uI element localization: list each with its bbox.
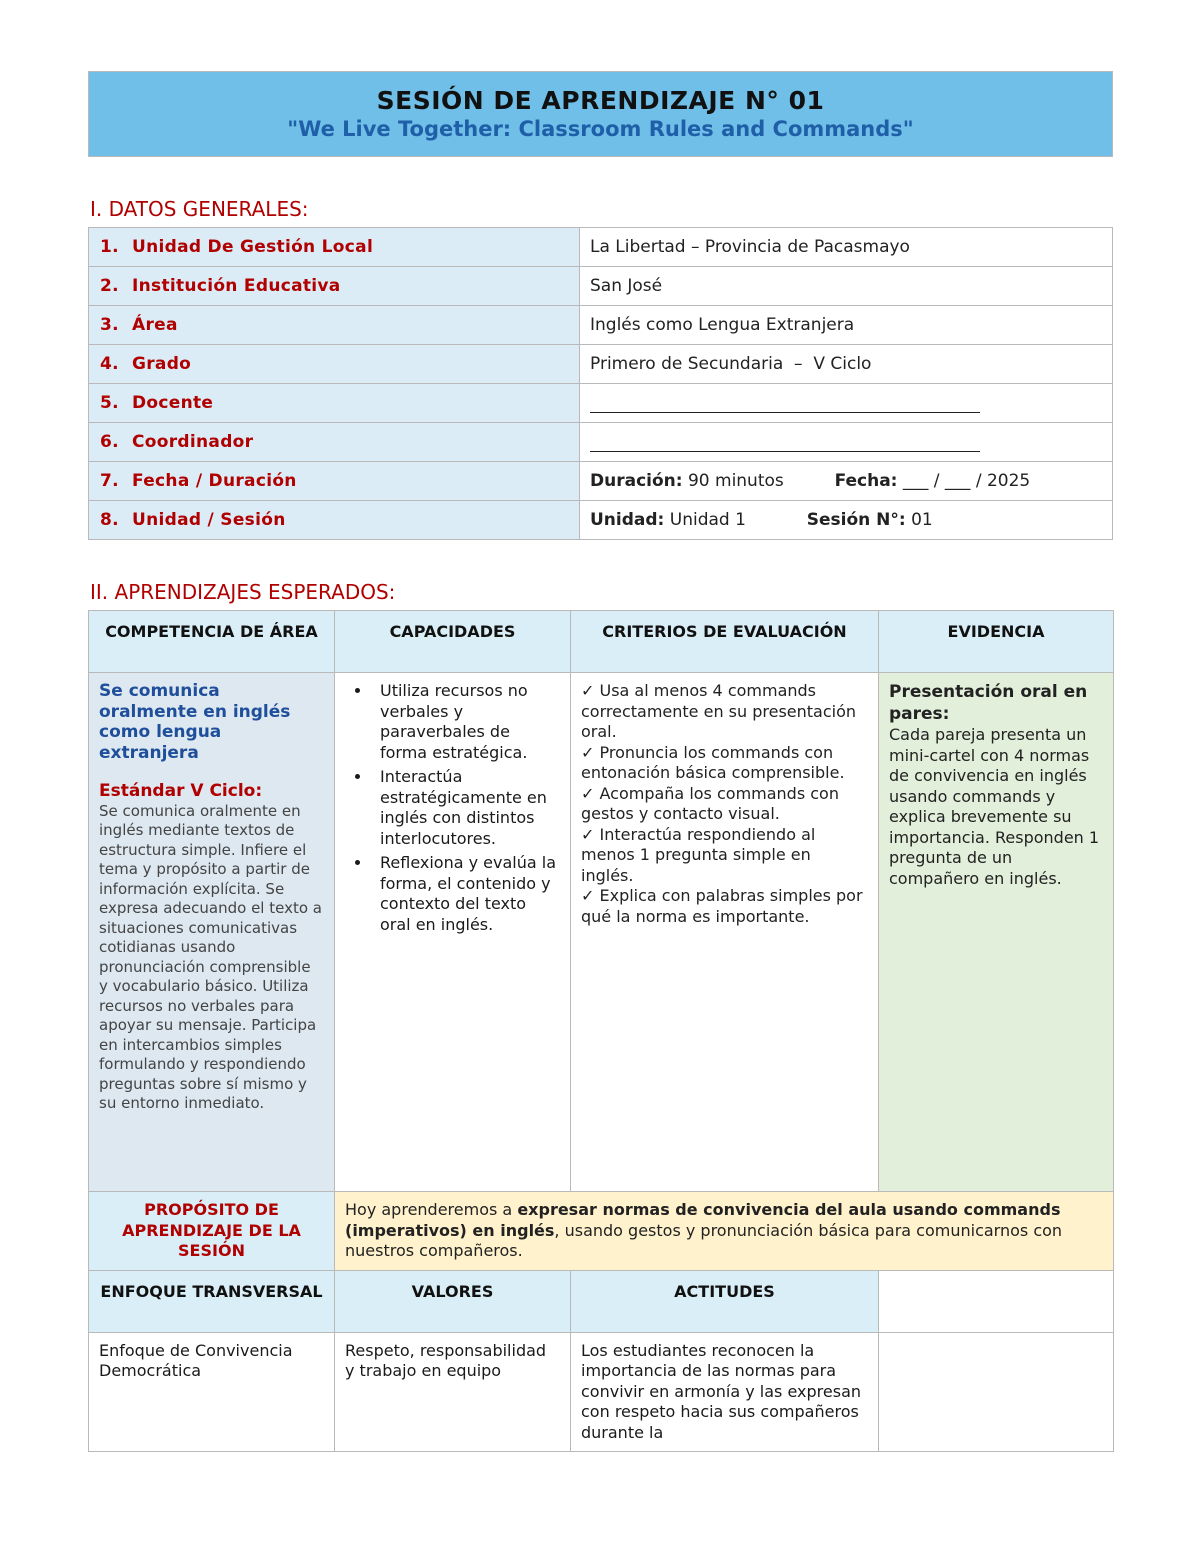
empty-header-cell xyxy=(879,1270,1114,1332)
fecha-value: ___ / ___ / 2025 xyxy=(902,471,1031,491)
column-header: CRITERIOS DE EVALUACIÓN xyxy=(571,611,879,673)
enfoque-header-row xyxy=(89,1270,1114,1332)
competencia-cell xyxy=(89,673,335,1192)
session-title: SESIÓN DE APRENDIZAJE N° 01 xyxy=(376,86,825,115)
row-label-text: Institución Educativa xyxy=(132,276,341,296)
coordinador-blank-line[interactable] xyxy=(580,423,1113,462)
unidad-value: Unidad 1 xyxy=(669,510,746,530)
column-header: CAPACIDADES xyxy=(335,611,571,673)
empty-cell xyxy=(879,1332,1114,1452)
proposito-text xyxy=(335,1192,1114,1271)
row-label xyxy=(89,228,580,267)
row-label xyxy=(89,345,580,384)
row-label xyxy=(89,306,580,345)
row-label xyxy=(89,462,580,501)
estandar-label: Estándar V Ciclo: xyxy=(99,781,263,801)
duracion-label: Duración: xyxy=(590,471,683,491)
table-row xyxy=(89,384,1113,423)
row-number: 3. xyxy=(100,315,119,335)
fecha-label: Fecha: xyxy=(834,471,898,491)
evidencia-text: Cada pareja presenta un mini-cartel con 4 normas de convivencia en inglés usando commands y explica brevemente su importancia. Responden 1 pregunta de un compañero en inglés. xyxy=(889,725,1100,888)
table-row xyxy=(89,228,1113,267)
duracion-value: 90 minutos xyxy=(687,471,784,491)
row-value xyxy=(580,462,1113,501)
row-label-text: Unidad De Gestión Local xyxy=(132,237,374,257)
session-subtitle: "We Live Together: Classroom Rules and Commands" xyxy=(287,117,914,141)
row-label xyxy=(89,423,580,462)
table-row xyxy=(89,423,1113,462)
proposito-row xyxy=(89,1192,1114,1271)
table-row xyxy=(89,1332,1114,1452)
document-page xyxy=(88,71,1113,1452)
row-value: Inglés como Lengua Extranjera xyxy=(580,306,1113,345)
column-header: VALORES xyxy=(335,1270,571,1332)
table-row xyxy=(89,345,1113,384)
criterios-cell xyxy=(571,673,879,1192)
session-header xyxy=(88,71,1113,157)
docente-blank-line[interactable] xyxy=(580,384,1113,423)
table-row xyxy=(89,306,1113,345)
list-item: ✓ Explica con palabras simples por qué la norma es importante. xyxy=(581,886,863,926)
row-number: 2. xyxy=(100,276,119,296)
sesion-value: 01 xyxy=(911,510,933,530)
list-item: ✓ Interactúa respondiendo al menos 1 pregunta simple en inglés. xyxy=(581,824,816,885)
sesion-label: Sesión N°: xyxy=(806,510,906,530)
row-label-text: Fecha / Duración xyxy=(132,471,297,491)
row-value: La Libertad – Provincia de Pacasmayo xyxy=(580,228,1113,267)
table-row xyxy=(89,501,1113,540)
section-heading-datos: I. DATOS GENERALES: xyxy=(90,197,309,221)
list-item: • Utiliza recursos no verbales y paraverbales de forma estratégica. xyxy=(372,681,560,763)
capacidades-cell xyxy=(335,673,571,1192)
table-row xyxy=(89,462,1113,501)
column-header: ACTITUDES xyxy=(571,1270,879,1332)
column-header: ENFOQUE TRANSVERSAL xyxy=(89,1270,335,1332)
estandar-text: Se comunica oralmente en inglés mediante textos de estructura simple. Infiere el tema y propósito a partir de información explícita. Se expresa adecuando el texto a situaciones comunicativas cotidianas usando pronunciación comprensible y vocabulario básico. Utiliza recursos no verbales para apoyar su mensaje. Participa en intercambios simples formulando y respondiendo preguntas sobre sí mismo y su entorno inmediato. xyxy=(99,801,322,1112)
blank-line xyxy=(590,398,980,413)
actitudes-cell: Los estudiantes reconocen la importancia de las normas para convivir en armonía y las expresan con respeto hacia sus compañeros durante la xyxy=(571,1332,879,1452)
row-value: Primero de Secundaria – V Ciclo xyxy=(580,345,1113,384)
valores-cell: Respeto, responsabilidad y trabajo en equipo xyxy=(335,1332,571,1452)
row-number: 1. xyxy=(100,237,119,257)
list-item: • Interactúa estratégicamente en inglés con distintos interlocutores. xyxy=(372,767,560,849)
competencia-text: Se comunica oralmente en inglés como lengua extranjera xyxy=(99,681,291,763)
row-number: 6. xyxy=(100,432,119,452)
row-number: 4. xyxy=(100,354,119,374)
row-value: San José xyxy=(580,267,1113,306)
row-number: 7. xyxy=(100,471,119,491)
list-item: ✓ Pronuncia los commands con entonación básica comprensible. xyxy=(581,742,845,782)
proposito-post: , usando gestos y pronunciación básica para comunicarnos con nuestros compañeros. xyxy=(345,1220,1063,1260)
table-header-row xyxy=(89,611,1114,673)
list-item: ✓ Usa al menos 4 commands correctamente en su presentación oral. xyxy=(581,681,857,741)
row-number: 5. xyxy=(100,393,119,413)
row-value xyxy=(580,501,1113,540)
proposito-pre: Hoy aprenderemos a xyxy=(345,1200,518,1219)
enfoque-cell: Enfoque de Convivencia Democrática xyxy=(89,1332,335,1452)
row-label-text: Grado xyxy=(132,354,192,374)
row-number: 8. xyxy=(100,510,119,530)
table-row xyxy=(89,267,1113,306)
proposito-label: PROPÓSITO DE APRENDIZAJE DE LA SESIÓN xyxy=(89,1192,335,1271)
evidencia-title: Presentación oral en pares: xyxy=(889,682,1088,724)
section-heading-aprendizajes: II. APRENDIZAJES ESPERADOS: xyxy=(90,580,396,604)
list-item: • Reflexiona y evalúa la forma, el contenido y contexto del texto oral en inglés. xyxy=(372,853,560,935)
row-label-text: Área xyxy=(132,315,178,335)
row-label xyxy=(89,267,580,306)
datos-generales-table xyxy=(88,227,1113,540)
row-label xyxy=(89,501,580,540)
blank-line xyxy=(590,437,980,452)
evidencia-cell xyxy=(879,673,1114,1192)
aprendizajes-table xyxy=(88,610,1114,1452)
capacidades-list xyxy=(345,681,560,935)
list-item: ✓ Acompaña los commands con gestos y contacto visual. xyxy=(581,783,839,823)
row-label xyxy=(89,384,580,423)
column-header: COMPETENCIA DE ÁREA xyxy=(89,611,335,673)
row-label-text: Coordinador xyxy=(132,432,254,452)
table-row xyxy=(89,673,1114,1192)
row-label-text: Docente xyxy=(132,393,214,413)
column-header: EVIDENCIA xyxy=(879,611,1114,673)
proposito-bold: expresar normas de convivencia del aula usando commands (imperativos) en inglés xyxy=(345,1200,1061,1240)
unidad-label: Unidad: xyxy=(590,510,665,530)
row-label-text: Unidad / Sesión xyxy=(132,510,286,530)
